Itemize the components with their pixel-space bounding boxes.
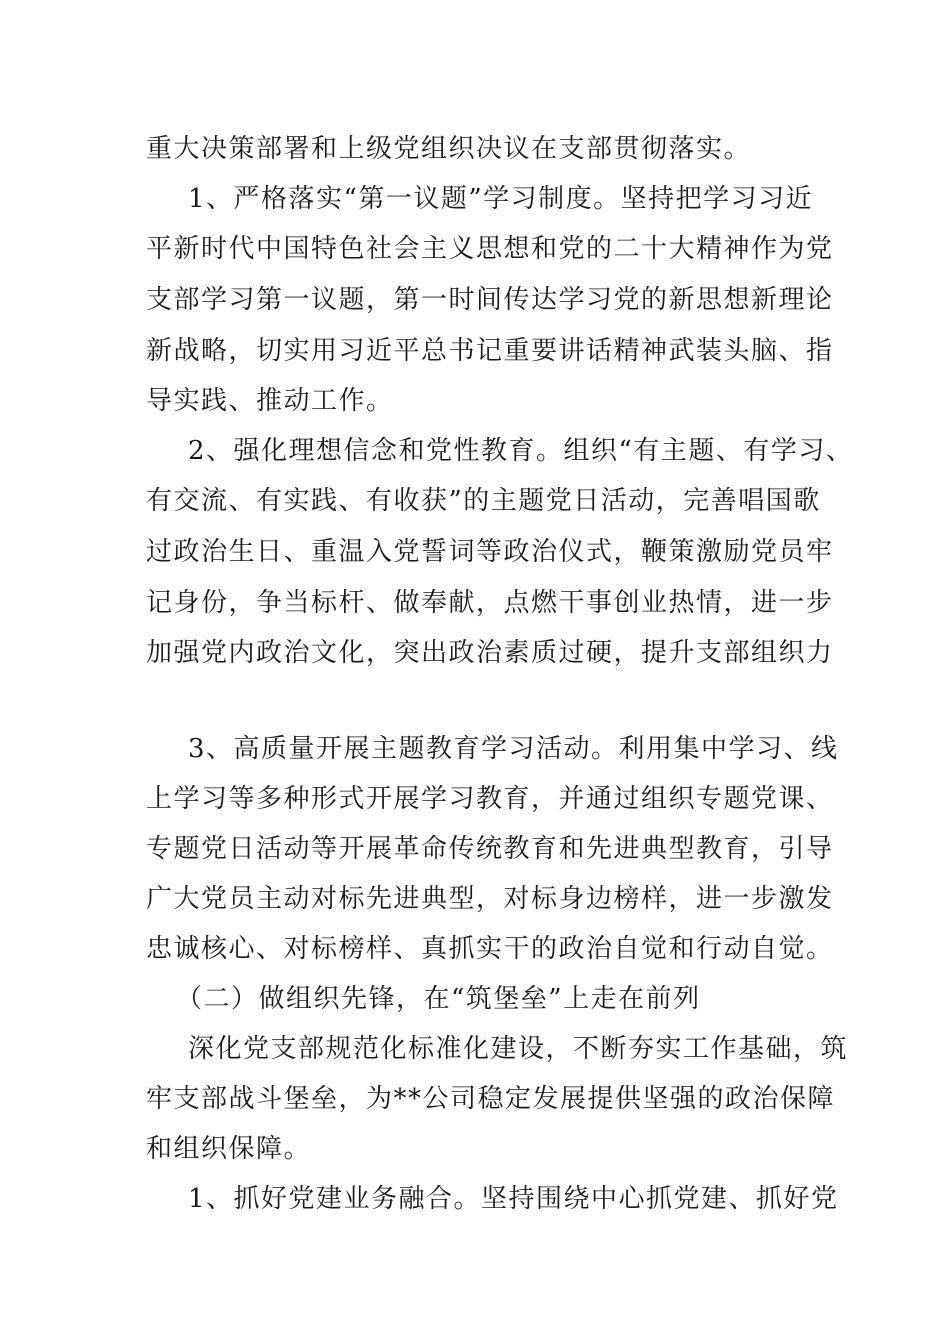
text-line: 导实践、推动工作。 [146, 386, 394, 416]
text-line: 重大决策部署和上级党组织决议在支部贯彻落实。 [146, 134, 752, 164]
text-line: 支部学习第一议题，第一时间传达学习党的新思想新理论 [146, 285, 834, 315]
text-line: 新战略，切实用习近平总书记重要讲话精神武装头脑、指 [146, 336, 834, 366]
text-line: 忠诚核心、对标榜样、真抓实干的政治自觉和行动自觉。 [146, 934, 834, 964]
text-line: 上学习等多种形式开展学习教育，并通过组织专题党课、 [146, 784, 834, 814]
text-line: 加强党内政治文化，突出政治素质过硬，提升支部组织力 [146, 638, 834, 668]
text-line: 1、严格落实“第一议题”学习制度。坚持把学习习近 [188, 184, 814, 214]
text-line: 3、高质量开展主题教育学习活动。利用集中学习、线 [188, 734, 839, 764]
text-line: 记身份，争当标杆、做奉献，点燃干事创业热情，进一步 [146, 588, 834, 618]
text-line: 牢支部战斗堡垒，为**公司稳定发展提供坚强的政治保障 [146, 1084, 836, 1114]
text-line: 和组织保障。 [146, 1134, 312, 1164]
text-line: 有交流、有实践、有收获”的主题党日活动，完善唱国歌 [146, 486, 821, 516]
text-line: 深化党支部规范化标准化建设，不断夯实工作基础，筑 [188, 1034, 849, 1064]
section-heading: （二）做组织先锋，在“筑堡垒”上走在前列 [176, 984, 701, 1014]
text-line: 1、抓好党建业务融合。坚持围绕中心抓党建、抓好党 [188, 1184, 839, 1214]
text-line: 专题党日活动等开展革命传统教育和先进典型教育，引导 [146, 834, 834, 864]
text-line: 平新时代中国特色社会主义思想和党的二十大精神作为党 [146, 234, 834, 264]
text-line: 过政治生日、重温入党誓词等政治仪式，鞭策激励党员牢 [146, 537, 834, 567]
text-line: 2、强化理想信念和党性教育。组织“有主题、有学习、 [188, 436, 854, 466]
text-line: 广大党员主动对标先进典型，对标身边榜样，进一步激发 [146, 884, 834, 914]
